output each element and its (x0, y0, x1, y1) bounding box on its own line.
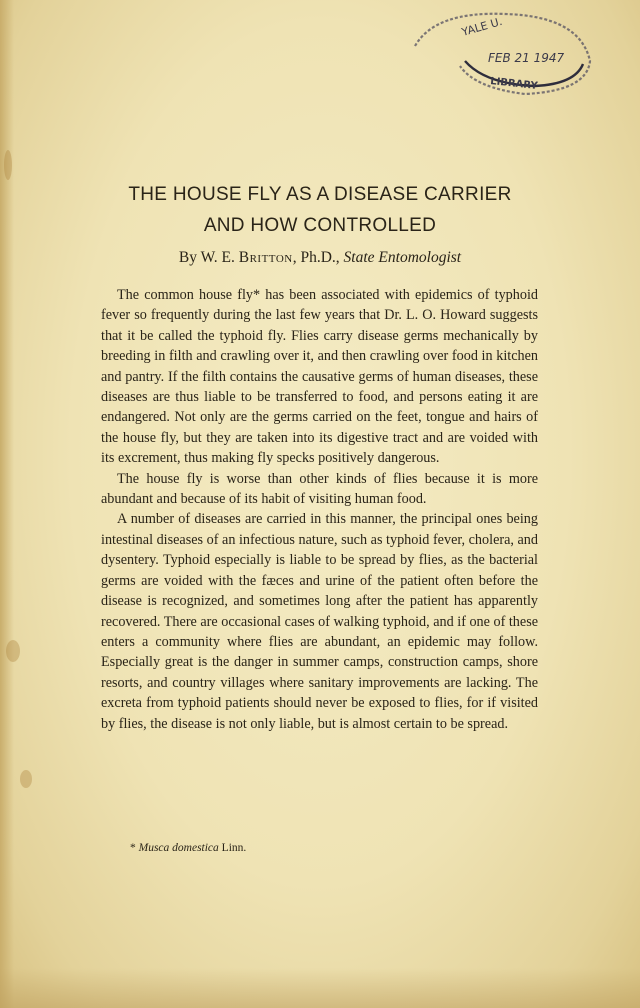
paper-stain (6, 640, 20, 662)
byline-degree: , Ph.D., (292, 249, 340, 266)
paper-stain (4, 150, 12, 180)
stamp-top-text: YALE U. (460, 14, 504, 39)
body-text (101, 285, 538, 734)
paragraph: The house fly is worse than other kinds of flies because it is more abundant and because of its habit of visiting human food. (101, 470, 538, 508)
byline (0, 249, 640, 267)
document-title-line-2: AND HOW CONTROLLED (203, 215, 437, 236)
footnote-species: Musca domestica (138, 842, 219, 854)
document-title-line-1: THE HOUSE FLY AS A DISEASE CARRIER (128, 184, 512, 205)
library-stamp (405, 6, 595, 106)
byline-author: Britton (238, 249, 293, 266)
paragraph: The common house fly* has been associated with epidemics of typhoid fever so frequently during the last few years that Dr. L. O. Howard suggests that it be called the typhoid fly. Flies carry disease germs mechanically by breeding in filth and crawling over it, and then crawling over food in kitchen and pantry. If the filth contains the causative germs of human diseases, these diseases are thus liable to be transferred to food, and persons eating it are endangered. Not only are the germs carried on the feet, tongue and hairs of the house fly, but they are taken into its digestive tract and are voided with its excrement, thus making fly specks positively dangerous. (101, 287, 538, 467)
stamp-library-text: LIBRARY (489, 76, 539, 92)
byline-role: State Entomologist (343, 249, 462, 266)
library-stamp-graphic (405, 6, 595, 106)
footnote-marker: * (130, 842, 136, 854)
byline-prefix: By W. E. (178, 249, 235, 266)
paragraph: A number of diseases are carried in this manner, the principal ones being intestinal diseases of an infectious nature, such as typhoid fever, cholera, and dysentery. Typhoid especially is liable to be spread by flies, as the bacterial germs are voided with the fæces and urine of the patient often before the disease is recognized, and sometimes long after the patient has apparently recovered. There are occasional cases of walking typhoid, and if one of these enters a community where flies are abundant, an epidemic may follow. Especially great is the danger in summer camps, construction camps, shore resorts, and country villages where sanitary improvements are lacking. The excreta from typhoid patients should never be exposed to flies, for if visited by flies, the disease is not only liable, but is almost certain to be spread. (101, 511, 539, 732)
stamp-date: FEB 21 1947 (488, 51, 565, 65)
page-bottom-shadow (0, 968, 640, 1008)
footnote-authority: Linn. (221, 842, 247, 854)
paper-stain (20, 770, 32, 788)
footnote (130, 842, 246, 854)
